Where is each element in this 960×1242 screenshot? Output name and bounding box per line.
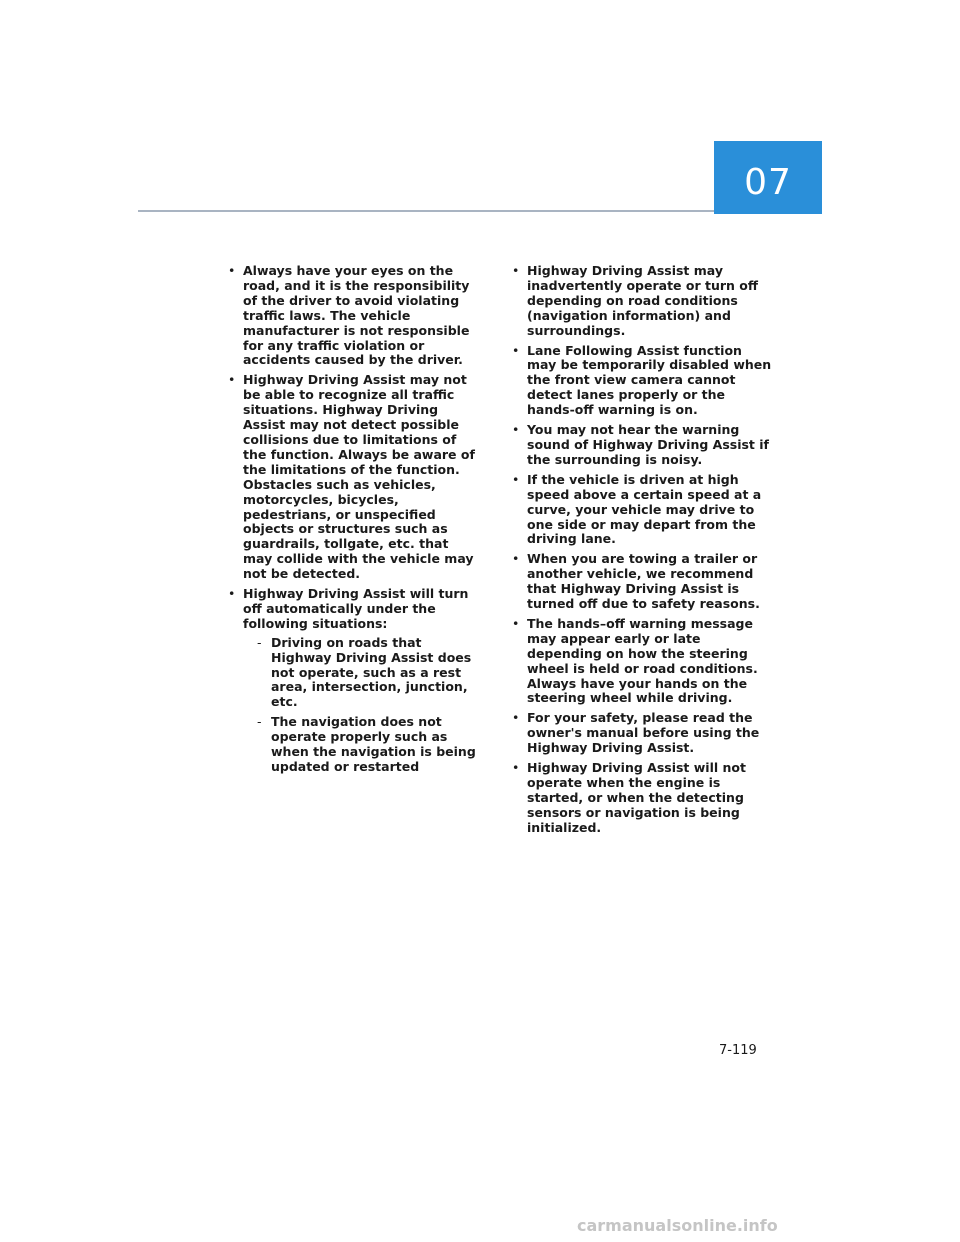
right-column (512, 264, 774, 841)
list-item: • Lane Following Assist function may be temporarily disabled when the front view camera cannot detect lanes properly or the hands-off warning is on. (512, 344, 774, 419)
list-item: • Highway Driving Assist may inadvertently operate or turn off depending on road conditions (navigation information) and surroundings. (512, 264, 774, 339)
list-item: • If the vehicle is driven at high speed above a certain speed at a curve, your vehicle may drive to one side or may depart from the driving lane. (512, 473, 774, 548)
list-item-text: Highway Driving Assist will turn off automatically under the following situations: (243, 586, 469, 631)
list-item: • Highway Driving Assist may not be able to recognize all traffic situations. Highway Driving Assist may not detect possible collisions due to limitations of the function. Always be aware of the limitations of the function. Obstacles such as vehicles, motorcycles, bicycles, pedestrians, or unspecified objects or structures such as guardrails, tollgate, etc. that may collide with the vehicle may not be detected. (228, 373, 480, 582)
list-item: • Always have your eyes on the road, and it is the responsibility of the driver to avoid violating traffic laws. The vehicle manufacturer is not responsible for any traffic violation or accidents caused by the driver. (228, 264, 480, 368)
list-item: • You may not hear the warning sound of Highway Driving Assist if the surrounding is noisy. (512, 423, 774, 468)
list-item: • When you are towing a trailer or another vehicle, we recommend that Highway Driving Assist is turned off due to safety reasons. (512, 552, 774, 612)
watermark: carmanualsonline.info (577, 1216, 778, 1235)
sub-list-item: - The navigation does not operate properly such as when the navigation is being updated or restarted (243, 715, 480, 775)
list-item: • For your safety, please read the owner's manual before using the Highway Driving Assist. (512, 711, 774, 756)
header-rule (138, 210, 714, 212)
list-item: • Highway Driving Assist will not operate when the engine is started, or when the detecting sensors or navigation is being initialized. (512, 761, 774, 836)
list-item: • The hands–off warning message may appear early or late depending on how the steering wheel is held or road conditions. Always have your hands on the steering wheel while driving. (512, 617, 774, 706)
left-bullet-list (228, 264, 480, 775)
chapter-number: 07 (744, 162, 792, 203)
list-item-with-subitems (228, 587, 480, 775)
sub-list-item: - Driving on roads that Highway Driving Assist does not operate, such as a rest area, intersection, junction, etc. (243, 636, 480, 711)
sub-list (243, 636, 480, 775)
page-number: 7-119 (719, 1043, 757, 1058)
chapter-tab (714, 141, 822, 214)
left-column (228, 264, 480, 780)
right-bullet-list (512, 264, 774, 836)
